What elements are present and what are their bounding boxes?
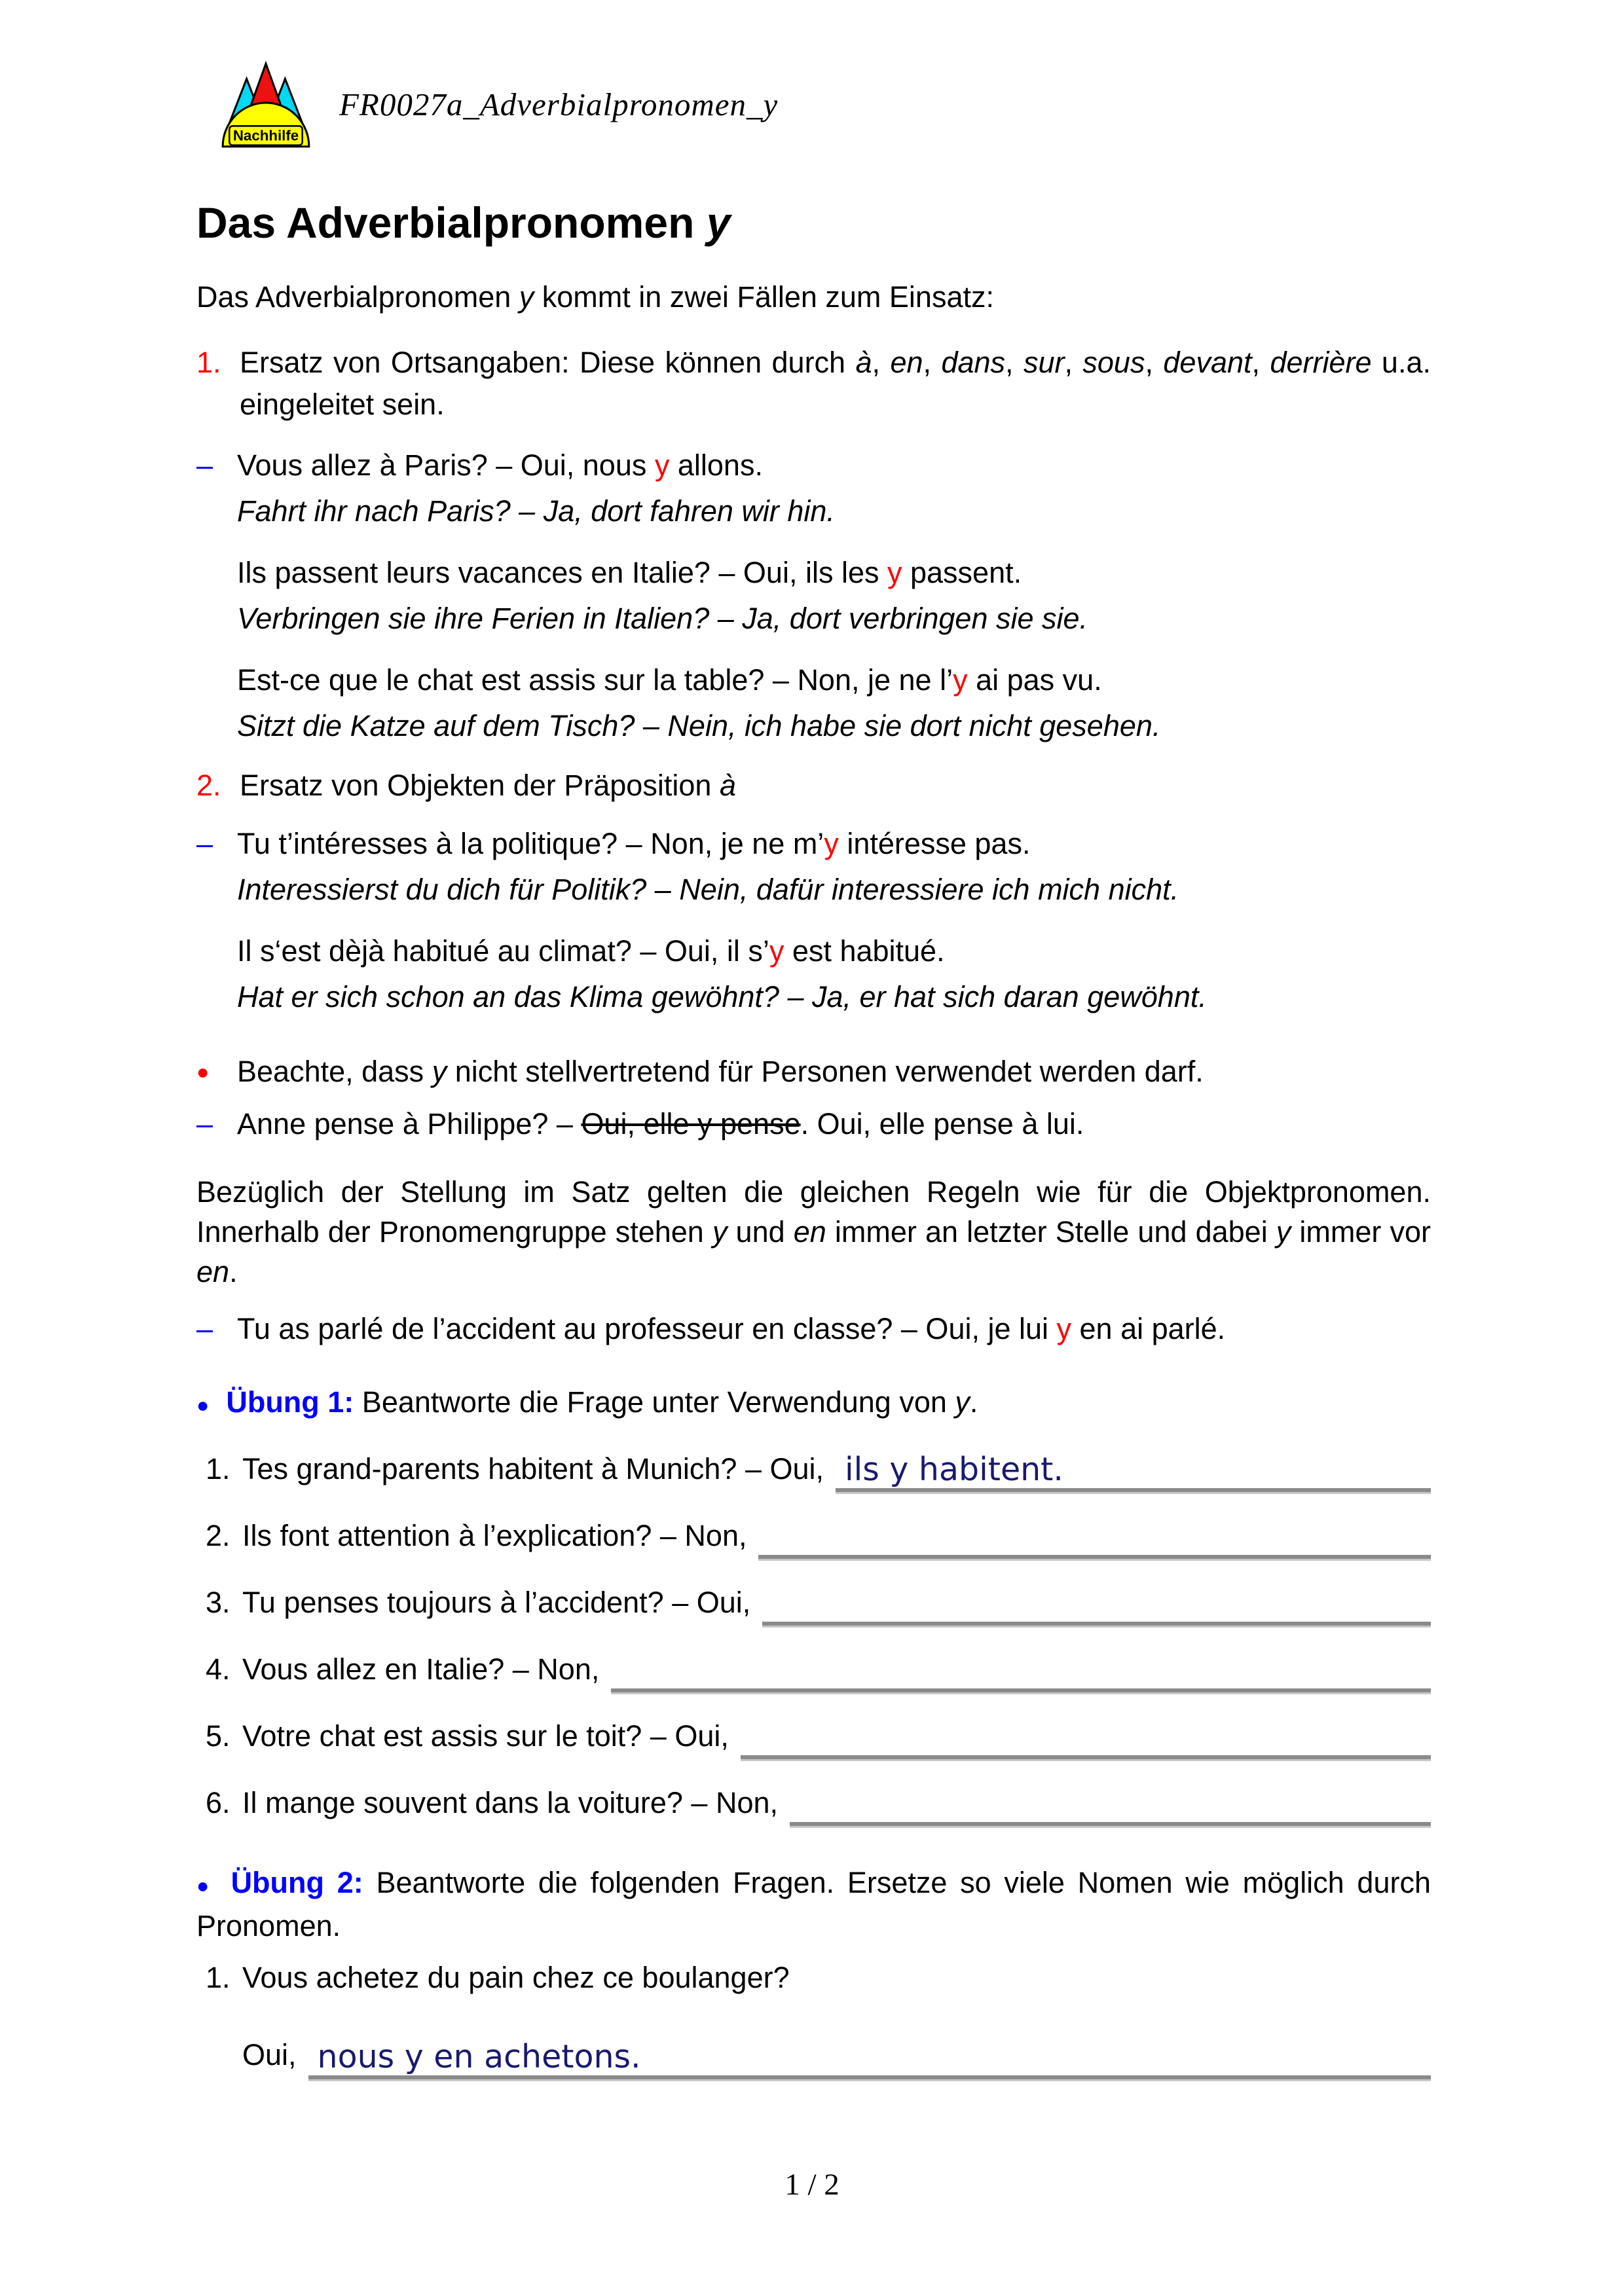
dash-marker: – [196, 1312, 213, 1345]
question-number: 3. [206, 1586, 231, 1619]
example-de: Verbringen sie ihre Ferien in Italien? – Ja, dort verbringen sie sie. [237, 602, 1088, 635]
examples-group-2 [196, 821, 1431, 1020]
document-id: FR0027a_Adverbialpronomen_y [339, 86, 779, 122]
note-text: Beachte, dass y nicht stellvertretend für Personen verwendet werden darf. [237, 1055, 1204, 1088]
dash-marker: – [196, 448, 213, 482]
uebung-2-heading [196, 1863, 1431, 1946]
rule-1-number: 1. [196, 346, 221, 379]
question-number: 2. [206, 1519, 231, 1552]
intro-paragraph: Das Adverbialpronomen y kommt in zwei Fällen zum Einsatz: [196, 280, 994, 314]
question-text: Ils font attention à l’explication? – Non, [242, 1519, 747, 1552]
uebung2-answer-blank[interactable] [308, 2031, 1431, 2079]
uebung1-question-5 [196, 1713, 1431, 1759]
example-pair [196, 657, 1431, 749]
answer-blank-5[interactable] [741, 1713, 1431, 1759]
rule-1-item [196, 342, 1431, 426]
logo-label: Nachhilfe [232, 127, 299, 144]
anne-text: Anne pense à Philippe? – Oui, elle y pense. Oui, elle pense à lui. [237, 1107, 1084, 1140]
example-de: Sitzt die Katze auf dem Tisch? – Nein, ich habe sie dort nicht gesehen. [237, 709, 1161, 742]
position-paragraph: Bezüglich der Stellung im Satz gelten die gleichen Regeln wie für die Objektpronomen. Innerhalb der Pronomengruppe stehen y und en immer an letzter Stelle und dabei y immer vor en. [196, 1175, 1431, 1288]
uebung1-question-1 [196, 1446, 1431, 1492]
example-pair [196, 443, 1431, 534]
question-number: 6. [206, 1786, 231, 1819]
question-number: 1. [206, 1961, 231, 1994]
rule-2-item [196, 765, 1431, 807]
answer-blank-3[interactable] [762, 1580, 1431, 1626]
uebung-1-heading [196, 1382, 1431, 1425]
rule-1-text: Ersatz von Ortsangaben: Diese können durch à, en, dans, sur, sous, devant, derrière u.a. eingeleitet sein. [240, 346, 1431, 421]
uebung1-question-3 [196, 1580, 1431, 1626]
example-de: Hat er sich schon an das Klima gewöhnt? – Ja, er hat sich daran gewöhnt. [237, 980, 1207, 1013]
document-content [0, 199, 1624, 2079]
uebung1-question-4 [196, 1647, 1431, 1692]
uebung2-question-1 [196, 1955, 1431, 2001]
question-text: Votre chat est assis sur le toit? – Oui, [242, 1719, 729, 1753]
anne-example [196, 1101, 1431, 1147]
rule-2-text: Ersatz von Objekten der Präposition à [240, 769, 736, 802]
example-fr: Ils passent leurs vacances en Italie? – Oui, ils les y passent. [237, 556, 1022, 589]
answer-prefix: Oui, [242, 2038, 297, 2071]
answer-blank-2[interactable] [758, 1513, 1431, 1559]
nachhilfe-logo-icon [216, 60, 316, 148]
example-pair [196, 550, 1431, 642]
example-fr: – Tu t’intéresses à la politique? – Non, je ne m’y intéresse pas. [196, 821, 1431, 867]
example-fr: Il s‘est dèjà habitué au climat? – Oui, il s’y est habitué. [237, 934, 945, 968]
dash-marker: – [196, 1107, 213, 1140]
note-bullet-item [196, 1049, 1431, 1095]
question-text: Vous allez en Italie? – Non, [242, 1652, 600, 1686]
example-pair [196, 928, 1431, 1020]
example-de: Interessierst du dich für Politik? – Nein, dafür interessiere ich mich nicht. [237, 873, 1179, 906]
page-title: Das Adverbialpronomen y [196, 198, 731, 247]
examples-group-1 [196, 443, 1431, 749]
question-text: Il mange souvent dans la voiture? – Non, [242, 1786, 778, 1819]
blue-bullet-icon: ● [196, 1393, 210, 1417]
answer-blank-6[interactable] [790, 1780, 1431, 1826]
page-number: 1 / 2 [784, 2168, 840, 2202]
example-fr: – Vous allez à Paris? – Oui, nous y allons. [196, 443, 1431, 488]
question-number: 4. [206, 1652, 231, 1686]
rule-2-number: 2. [196, 769, 221, 802]
handwritten-answer: nous y en achetons. [317, 2038, 641, 2075]
question-number: 5. [206, 1719, 231, 1753]
doc-header [0, 0, 1624, 148]
handwritten-answer: ils y habitent. [845, 1451, 1063, 1488]
uebung1-question-2 [196, 1513, 1431, 1559]
uebung-1-title: Übung 1: Beantworte die Frage unter Verwendung von y. [226, 1385, 978, 1419]
question-number: 1. [206, 1452, 231, 1485]
dash-marker: – [196, 827, 213, 860]
uebung2-answer-line [242, 2031, 1431, 2079]
uebung-2-title: Übung 2: Beantworte die folgenden Fragen. Ersetze so viele Nomen wie möglich durch Pronomen. [196, 1866, 1431, 1942]
parle-text: Tu as parlé de l’accident au professeur en classe? – Oui, je lui y en ai parlé. [237, 1312, 1226, 1345]
question-text: Vous achetez du pain chez ce boulanger? [242, 1961, 790, 1994]
example-de: Fahrt ihr nach Paris? – Ja, dort fahren wir hin. [237, 494, 835, 528]
uebung1-question-6 [196, 1780, 1431, 1826]
example-pair [196, 821, 1431, 913]
red-bullet-icon: ● [196, 1060, 210, 1084]
blue-bullet-icon: ● [196, 1874, 214, 1897]
parle-example [196, 1306, 1431, 1352]
question-text: Tu penses toujours à l’accident? – Oui, [242, 1586, 751, 1619]
example-fr: Est-ce que le chat est assis sur la table? – Non, je ne l’y ai pas vu. [237, 663, 1102, 697]
question-text: Tes grand-parents habitent à Munich? – Oui, [242, 1452, 824, 1485]
answer-blank-4[interactable] [611, 1647, 1431, 1692]
answer-blank-1[interactable] [836, 1446, 1431, 1492]
